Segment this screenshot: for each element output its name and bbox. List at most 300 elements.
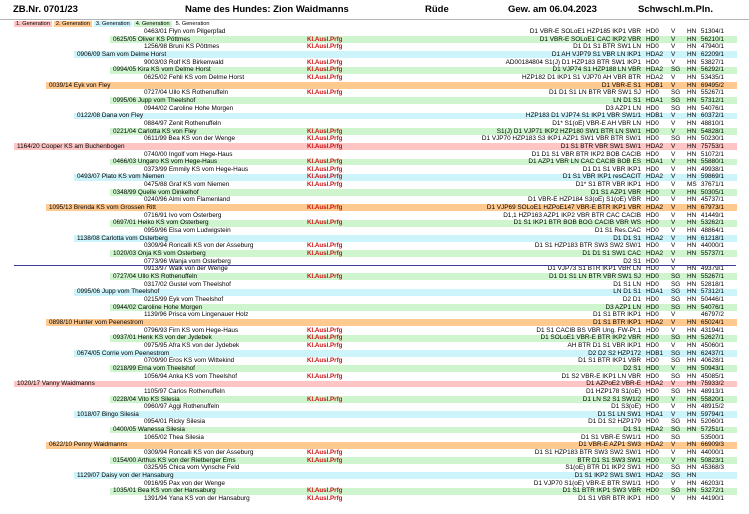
legend-chip: 5. Generation: [175, 21, 210, 27]
hd-value: HDA2: [646, 250, 664, 258]
kl-ausl-prfg-flag: Kl.Ausl.Prfg: [307, 173, 343, 181]
generation-band: [110, 189, 737, 196]
dog-id-name: 1164/20 Cooper KS am Buchenbogen: [17, 142, 125, 150]
generation-band: [110, 396, 737, 403]
kl-ausl-prfg-flag: Kl.Ausl.Prfg: [307, 181, 343, 189]
form-grade: V: [671, 234, 676, 242]
achievements: D1 AH VJP79 S1 VBR LN IKP1: [551, 50, 641, 58]
dog-id-name: 0309/94 Roncalli KS von der Asseburg: [144, 449, 254, 457]
pedigree-row: [0, 173, 749, 181]
dog-id-name: 1056/94 Anka KS vom Theelshof: [144, 372, 237, 380]
achievements: S1(J) D1 VJP71 IKP2 HZP180 SW1 BTR LN SW/1: [496, 127, 641, 135]
pedigree-row: [0, 350, 749, 358]
achievements: D1 S1 LN: [613, 280, 641, 288]
pedigree-row: [0, 449, 749, 457]
achievements: D1 S1 VBR IKP1 resCACIT: [562, 173, 641, 181]
form-grade: SG: [671, 288, 681, 296]
form-grade: V: [671, 142, 676, 150]
pedigree-row: [0, 365, 749, 373]
pedigree-row: [0, 342, 749, 350]
legend-chip: 4. Generation: [135, 21, 170, 27]
achievements: D1 VJP73 S1 BTR IKP1 VBR LN: [547, 265, 641, 273]
zb-number: 50823/1: [700, 456, 724, 464]
club-code: HN: [687, 28, 697, 35]
pedigree-row: [0, 128, 749, 136]
zb-number: 55737/1: [700, 250, 724, 258]
dog-id-name: 9003/03 Rolf KS Birkenwald: [144, 58, 224, 66]
zb-number: 41449/1: [700, 211, 724, 219]
achievements: D1 D1 S1 SW1 CAC: [582, 250, 641, 258]
achievements: D1 S1 BTR IKP1 VBR: [578, 357, 641, 365]
hd-value: HD0: [646, 257, 659, 265]
achievements: D1 S1 Res.CAC: [594, 227, 641, 235]
kl-ausl-prfg-flag: Kl.Ausl.Prfg: [307, 341, 343, 349]
dog-id-name: 0906/09 Sam vom Delme Horst: [77, 50, 167, 58]
achievements: D1 VJP69 SOLoE1 HZPoE147 VBR-E BTR IKP1 VBR: [486, 204, 641, 212]
zb-number: 46797/2: [700, 311, 724, 319]
pedigree-row: [0, 357, 749, 365]
hd-value: HD0: [646, 58, 659, 66]
hd-value: HDA2: [646, 204, 664, 212]
kl-ausl-prfg-flag: Kl.Ausl.Prfg: [307, 43, 343, 51]
dog-id-name: 0913/97 Walk von der Wenge: [144, 265, 228, 273]
dog-id-name: 0039/14 Eyk von Fley: [49, 81, 111, 89]
form-grade: V: [671, 158, 676, 166]
achievements: D1 VBR-E SOLoE1 CAC IKP2 VBR: [539, 35, 641, 43]
dog-id-name: 1018/07 Bingo Silesia: [77, 410, 139, 418]
zb-number: 59869/1: [700, 173, 724, 181]
club-code: HN: [687, 472, 697, 480]
dog-id-name: 0400/05 Wanessa Silesia: [113, 426, 185, 434]
achievements: D1 S1 IKP2 SW1 SW/1: [574, 472, 641, 480]
club-code: HN: [687, 487, 697, 495]
achievements: D1 D1 S1 BTR SW1 LN: [573, 43, 641, 51]
zb-number: 56292/1: [700, 66, 724, 74]
kl-ausl-prfg-flag: Kl.Ausl.Prfg: [307, 273, 343, 280]
achievements: D1 VBR-E AZP1 SW3: [578, 441, 641, 449]
achievements: D3 AZP1 LN: [605, 303, 641, 311]
hd-value: HD0: [646, 104, 659, 112]
achievements: D2 S1: [623, 364, 641, 372]
form-grade: V: [671, 28, 676, 35]
form-grade: V: [671, 395, 676, 403]
club-code: HN: [687, 165, 697, 173]
achievements: D1 S3(oE): [611, 403, 641, 411]
dog-id-name: 1138/08 Carlotta vom Osterberg: [77, 234, 168, 242]
pedigree-row: [0, 135, 749, 143]
zb-number-title: ZB.Nr. 0701/23: [13, 4, 78, 15]
color-note-label: Schwschl.m.Pln.: [638, 4, 713, 15]
club-code: HN: [687, 441, 697, 449]
form-grade: V: [671, 311, 676, 319]
hd-value: HDA1: [646, 410, 664, 418]
hd-value: HD0: [646, 303, 659, 311]
zb-number: 50446/1: [700, 295, 724, 303]
dog-id-name: 1020/17 Vanny Waidmanns: [17, 380, 95, 388]
zb-number: 62437/1: [700, 349, 724, 357]
dog-id-name: 0994/05 Kira KS vom Delme Horst: [113, 66, 211, 74]
zb-number: 55267/1: [700, 89, 724, 97]
dog-id-name: 1020/03 Onja KS vom Osterberg: [113, 250, 206, 258]
form-grade: SG: [671, 135, 681, 143]
hd-value: HD0: [646, 449, 659, 457]
hd-value: HDA2: [646, 472, 664, 480]
dog-id-name: 0898/10 Hunter vom Peenestrom: [49, 318, 144, 326]
zb-number: 57312/1: [700, 96, 724, 104]
achievements: D1 S1 HZP183 BTR SW3 SW2 SW/1: [534, 242, 641, 250]
form-grade: SG: [671, 303, 681, 311]
achievements: AH BTR D1 S1 VBR IKP1: [567, 341, 641, 349]
pedigree-row: [0, 250, 749, 258]
form-grade: SG: [671, 96, 681, 104]
dog-id-name: 0625/05 Oliver KS Pöttmes: [113, 35, 191, 43]
kl-ausl-prfg-flag: Kl.Ausl.Prfg: [307, 242, 343, 250]
zb-number: 56210/1: [700, 35, 724, 43]
form-grade: SG: [671, 472, 681, 480]
dog-id-name: 0373/99 Emmily KS vom Hege-Haus: [144, 165, 249, 173]
form-grade: SG: [671, 273, 681, 280]
dog-id-name: 0622/10 Penny Waidmanns: [49, 441, 128, 449]
kl-ausl-prfg-flag: Kl.Ausl.Prfg: [307, 89, 343, 97]
club-code: HN: [687, 250, 697, 258]
hd-value: HDA2: [646, 50, 664, 58]
form-grade: V: [671, 127, 676, 135]
form-grade: V: [671, 81, 676, 89]
hd-value: HD0: [646, 403, 659, 411]
achievements: D1 S1 BTR VBR SW1 SW/1: [560, 142, 641, 150]
achievements: D1 AZP1 VBR LN CAC CACIB BOB ES: [528, 158, 641, 166]
hd-value: HD0: [646, 119, 659, 127]
form-grade: SG: [671, 426, 681, 434]
form-grade: SG: [671, 89, 681, 97]
dog-id-name: 1065/02 Thea Silesia: [144, 433, 204, 441]
club-code: HN: [687, 364, 697, 372]
pedigree-row: [0, 304, 749, 312]
dog-id-name: 0937/01 Henk KS von der Jydebek: [113, 334, 212, 342]
pedigree-row: [0, 464, 749, 472]
pedigree-row: [0, 97, 749, 105]
zb-number: 59794/1: [700, 410, 724, 418]
form-grade: SG: [671, 418, 681, 426]
pedigree-row: [0, 434, 749, 442]
dog-id-name: 0221/04 Carlotta KS von Fley: [113, 127, 197, 135]
hd-value: HDA1: [646, 288, 664, 296]
hd-value: HD0: [646, 433, 659, 441]
generation-legend: [14, 21, 212, 27]
achievements: AD00184804 S1(J) D1 HZP183 BTR SW1 IKP1: [505, 58, 641, 66]
hd-value: HDB1: [646, 112, 664, 120]
form-grade: V: [671, 495, 676, 503]
form-grade: SG: [671, 372, 681, 380]
pedigree-row: [0, 219, 749, 227]
hd-value: HD0: [646, 265, 659, 273]
form-grade: V: [671, 73, 676, 81]
kl-ausl-prfg-flag: Kl.Ausl.Prfg: [307, 158, 343, 166]
form-grade: V: [671, 119, 676, 127]
achievements: D1 AZPoE2 VBR-E: [586, 380, 641, 388]
zb-number: 67973/1: [700, 204, 724, 212]
pedigree-row: [0, 227, 749, 235]
pedigree-row: [0, 418, 749, 426]
zb-number: 45060/1: [700, 341, 724, 349]
pedigree-row: [0, 472, 749, 480]
hd-value: HD0: [646, 242, 659, 250]
pedigree-row: [0, 403, 749, 411]
club-code: HN: [687, 280, 697, 288]
achievements: D1* S1(oE) VBR-E AH VBR LN: [552, 119, 641, 127]
club-code: HN: [687, 341, 697, 349]
club-code: HN: [687, 188, 697, 196]
form-grade: V: [671, 410, 676, 418]
kl-ausl-prfg-flag: Kl.Ausl.Prfg: [307, 73, 343, 81]
club-code: HN: [687, 227, 697, 235]
pedigree-row: [0, 396, 749, 404]
hd-value: HD0: [646, 211, 659, 219]
dog-id-name: 0122/08 Dana von Fley: [77, 112, 144, 120]
hd-value: HD0: [646, 495, 659, 503]
zb-number: 49938/1: [700, 165, 724, 173]
form-grade: V: [671, 188, 676, 196]
pedigree-row: [0, 411, 749, 419]
pedigree-row: [0, 380, 749, 388]
pedigree-row: [0, 327, 749, 335]
zb-number: 53272/1: [700, 487, 724, 495]
form-grade: V: [671, 257, 676, 265]
club-code: HN: [687, 119, 697, 127]
form-grade: V: [671, 35, 676, 43]
pedigree-row: [0, 296, 749, 304]
club-code: HN: [687, 326, 697, 334]
zb-number: 48810/1: [700, 119, 724, 127]
club-code: HN: [687, 104, 697, 112]
hd-value: HDB1: [646, 81, 664, 89]
pedigree-row: [0, 480, 749, 488]
pedigree-row: [0, 457, 749, 465]
generation-band: [110, 128, 737, 135]
pedigree-row: [0, 151, 749, 159]
hd-value: HD0: [646, 372, 659, 380]
sire-dam-divider: [14, 265, 736, 266]
form-grade: V: [671, 242, 676, 250]
form-grade: SG: [671, 487, 681, 495]
header-divider: [0, 19, 749, 20]
achievements: D1 VBR-E HZP184 S3(oE) S1(oE) VBR: [528, 196, 641, 204]
zb-number: 62209/1: [700, 50, 724, 58]
form-grade: V: [671, 318, 676, 326]
club-code: HN: [687, 150, 697, 158]
achievements: HZP182 D1 IKP1 S1 VJP70 AH VBR BTR: [522, 73, 641, 81]
zb-number: 61218/1: [700, 234, 724, 242]
dog-id-name: 0625/02 Fehli KS vom Delme Horst: [144, 73, 245, 81]
dog-id-name: 0954/01 Ricky Silesia: [144, 418, 206, 426]
kl-ausl-prfg-flag: Kl.Ausl.Prfg: [307, 495, 343, 503]
form-grade: V: [671, 250, 676, 258]
dog-id-name: 0727/04 Ullo KS Rothenuffeln: [113, 273, 198, 280]
legend-chip: 3. Generation: [95, 21, 130, 27]
hd-value: HDA2: [646, 318, 664, 326]
pedigree-row: [0, 181, 749, 189]
achievements: LN D1 S1: [613, 96, 641, 104]
dog-id-name: 0740/00 Ingolf vom Hege-Haus: [144, 150, 233, 158]
achievements: D1 LN S2 S1 SW1/2: [582, 395, 641, 403]
whelp-date-label: Gew. am 06.04.2023: [508, 4, 597, 15]
zb-number: 45368/3: [700, 464, 724, 472]
pedigree-row: [0, 189, 749, 197]
dog-id-name: 0218/99 Erna vom Theelshof: [113, 364, 195, 372]
pedigree-row: [0, 82, 749, 90]
achievements: D1 S1 VBR BTR IKP1: [578, 495, 641, 503]
achievements: D1 D1 S1 VBR BTR IKP2 BOB CACIB: [531, 150, 641, 158]
generation-band: [110, 304, 737, 311]
hd-value: HD0: [646, 357, 659, 365]
form-grade: V: [671, 43, 676, 51]
form-grade: V: [671, 112, 676, 120]
achievements: S1(oE) BTR D1 IKP2 SW1: [565, 464, 641, 472]
kl-ausl-prfg-flag: Kl.Ausl.Prfg: [307, 58, 343, 66]
dog-id-name: 0228/04 Vito KS Silesia: [113, 395, 180, 403]
pedigree-row: [0, 74, 749, 82]
dog-id-name: 0215/99 Eyk vom Theelshof: [144, 295, 224, 303]
form-grade: SG: [671, 387, 681, 395]
zb-number: 48864/1: [700, 227, 724, 235]
kl-ausl-prfg-flag: Kl.Ausl.Prfg: [307, 204, 343, 212]
achievements: D1 S1 LN SW1: [597, 410, 641, 418]
club-code: HN: [687, 318, 697, 326]
form-grade: V: [671, 219, 676, 227]
achievements: D1 VJP70 HZP183 S3 IKP1 AZP1 SW1 VBR BTR SW/1: [481, 135, 641, 143]
form-grade: V: [671, 380, 676, 388]
hd-value: HD0: [646, 364, 659, 372]
dog-id-name: 0611/99 Bea KS von der Wenge: [144, 135, 236, 143]
hd-value: HD0: [646, 295, 659, 303]
form-grade: SG: [671, 295, 681, 303]
club-code: HN: [687, 196, 697, 204]
achievements: D1 D1 S1 LN BTR VBR SW1 SJ: [549, 273, 641, 280]
form-grade: V: [671, 211, 676, 219]
pedigree-row: [0, 105, 749, 113]
generation-band: [110, 365, 737, 372]
hd-value: HDA2: [646, 173, 664, 181]
pedigree-table: [0, 28, 749, 503]
hd-value: HD0: [646, 219, 659, 227]
achievements: D1 S1: [623, 426, 641, 434]
hd-value: HDA2: [646, 234, 664, 242]
zb-number: 46203/1: [700, 479, 724, 487]
kl-ausl-prfg-flag: Kl.Ausl.Prfg: [307, 165, 343, 173]
hd-value: HD0: [646, 28, 659, 35]
legend-chip: 1. Generation: [16, 21, 50, 27]
zb-number: 44000/1: [700, 242, 724, 250]
club-code: HN: [687, 410, 697, 418]
hd-value: HD0: [646, 188, 659, 196]
hd-value: HD0: [646, 479, 659, 487]
pedigree-row: [0, 51, 749, 59]
dog-id-name: 0317/02 Gustel vom Theelshof: [144, 280, 231, 288]
achievements: D1 S1 BTR IKP1: [593, 318, 641, 326]
generation-band: [110, 36, 737, 43]
form-grade: V: [671, 326, 676, 334]
club-code: HN: [687, 127, 697, 135]
achievements: D1 S1 VBR-E SW1/1: [580, 433, 641, 441]
club-code: HN: [687, 204, 697, 212]
form-grade: V: [671, 196, 676, 204]
form-grade: V: [671, 150, 676, 158]
pedigree-row: [0, 273, 749, 281]
club-code: HN: [687, 50, 697, 58]
pedigree-row: [0, 242, 749, 250]
form-grade: V: [671, 173, 676, 181]
legend-chip: 2. Generation: [55, 21, 90, 27]
generation-band: [110, 273, 737, 280]
zb-number: 40628/1: [700, 357, 724, 365]
achievements: BTR D1 S1 SW3 SW1: [577, 456, 641, 464]
club-code: HN: [687, 479, 697, 487]
kl-ausl-prfg-flag: Kl.Ausl.Prfg: [307, 219, 343, 227]
achievements: D1 HZP178 S1(oE): [585, 387, 641, 395]
achievements: D1 VJP74 S1 HZP188 LN VBR: [552, 66, 641, 74]
form-grade: SG: [671, 334, 681, 342]
zb-number: 53435/1: [700, 73, 724, 81]
achievements: D3 AZP1 LN: [605, 104, 641, 112]
hd-value: HDA2: [646, 73, 664, 81]
pedigree-row: [0, 143, 749, 151]
pedigree-row: [0, 36, 749, 44]
form-grade: SG: [671, 104, 681, 112]
zb-number: 75933/2: [700, 380, 724, 388]
dog-id-name: 0960/97 Aggi Rothenuffeln: [144, 403, 220, 411]
dog-id-name: 0674/05 Corrie vom Peenestrom: [77, 349, 170, 357]
kl-ausl-prfg-flag: Kl.Ausl.Prfg: [307, 487, 343, 495]
hd-value: HD0: [646, 150, 659, 158]
kl-ausl-prfg-flag: Kl.Ausl.Prfg: [307, 250, 343, 258]
club-code: HN: [687, 43, 697, 51]
hd-value: HD0: [646, 280, 659, 288]
kl-ausl-prfg-flag: Kl.Ausl.Prfg: [307, 456, 343, 464]
dog-id-name: 0773/96 Wanja vom Osterberg: [144, 257, 231, 265]
club-code: HN: [687, 295, 697, 303]
dog-id-name: 0154/00 Arthus KS von der Rietberger Ems: [113, 456, 236, 464]
form-grade: V: [671, 341, 676, 349]
club-code: HN: [687, 135, 697, 143]
pedigree-row: [0, 158, 749, 166]
zb-number: 55880/1: [700, 158, 724, 166]
dog-id-name: 0716/91 Ivo vom Osterberg: [144, 211, 222, 219]
form-grade: V: [671, 441, 676, 449]
club-code: HN: [687, 66, 697, 74]
hd-value: HD0: [646, 387, 659, 395]
sex-label: Rüde: [425, 4, 449, 15]
zb-number: 54828/1: [700, 127, 724, 135]
hd-value: HD0: [646, 273, 659, 280]
hd-value: HD0: [646, 418, 659, 426]
zb-number: 52627/1: [700, 334, 724, 342]
pedigree-row: [0, 426, 749, 434]
achievements: LN D1 S1: [613, 288, 641, 296]
dog-name-title: Name des Hundes: Zion Waidmanns: [185, 4, 349, 15]
zb-number: 51304/1: [700, 28, 724, 35]
zb-number: 57312/1: [700, 288, 724, 296]
club-code: HN: [687, 265, 697, 273]
pedigree-row: [0, 495, 749, 503]
club-code: HN: [687, 403, 697, 411]
pedigree-row: [0, 212, 749, 220]
dog-id-name: 1035/01 Bea KS von der Hansaburg: [113, 487, 216, 495]
zb-number: 51072/1: [700, 150, 724, 158]
dog-id-name: 0493/07 Plato KS vom Niemen: [77, 173, 165, 181]
form-grade: SG: [671, 357, 681, 365]
form-grade: V: [671, 456, 676, 464]
achievements: D1 S1 BTR IKP1 SW3 VBR: [562, 487, 641, 495]
